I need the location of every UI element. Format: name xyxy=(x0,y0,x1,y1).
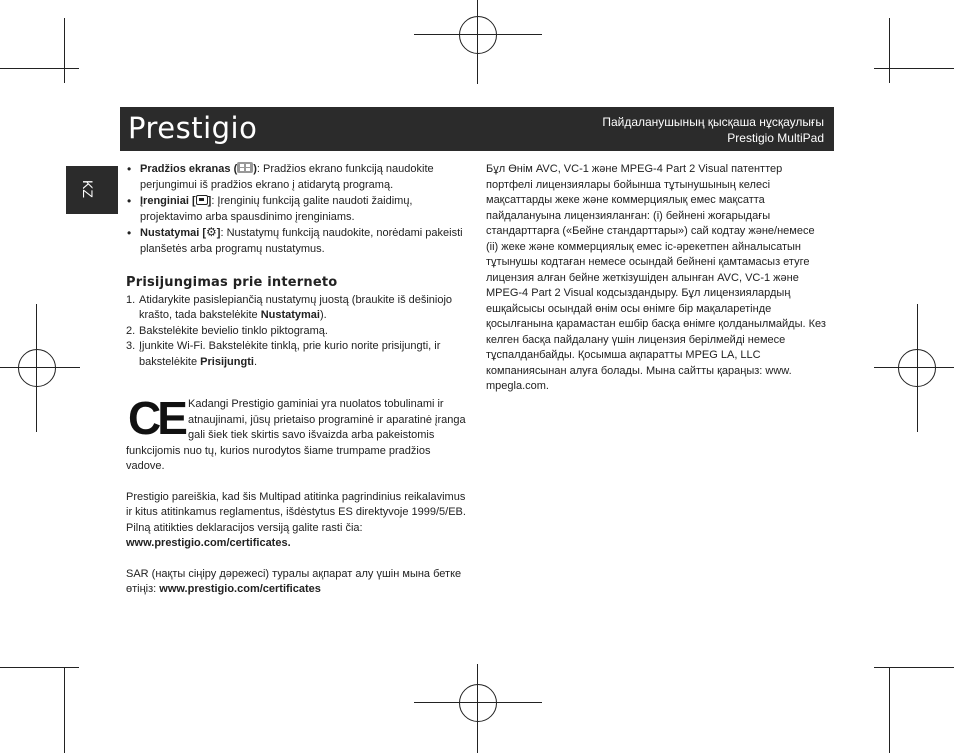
sar-certificates-link[interactable]: www.prestigio.com/certificates xyxy=(159,583,321,595)
certificates-link[interactable]: www.prestigio.com/certificates. xyxy=(126,537,291,549)
registration-line xyxy=(36,304,37,432)
charm-text: : Įrenginių funkciją galite naudoti žaidimų, projektavimo arba spausdinimo įrenginiams. xyxy=(140,195,413,223)
list-item: • Įrenginiai [ ]: Įrenginių funkciją galite naudoti žaidimų, projektavimo arba spausdinimo įrenginiams. xyxy=(126,194,472,225)
step-text-end: ). xyxy=(319,309,327,321)
charm-label: Įrenginiai xyxy=(140,195,189,207)
charm-label: Pradžios ekranas xyxy=(140,163,231,175)
list-item xyxy=(126,339,472,370)
step-number: 2. xyxy=(126,324,136,337)
registration-line xyxy=(874,367,954,368)
crop-mark xyxy=(874,68,954,69)
registration-line xyxy=(477,664,478,753)
registration-line xyxy=(414,34,542,35)
step-number: 3. xyxy=(126,340,136,352)
registration-line xyxy=(414,702,542,703)
header-title-line1: Пайдаланушының қысқаша нұсқаулығы xyxy=(602,115,824,129)
list-item xyxy=(126,293,472,324)
ce-notice xyxy=(126,392,472,475)
registration-circle xyxy=(459,684,497,722)
step-bold: Prisijungti xyxy=(200,355,254,368)
charm-text: : Nustatymų funkciją naudokite, norėdami pakeisti planšetės arba programų nustatymus. xyxy=(140,227,463,255)
charm-text: : Pradžios ekrano funkciją naudokite perjungimui iš pradžios ekrano į atidarytą programą. xyxy=(140,163,434,191)
gear-icon: ⚙ xyxy=(206,225,217,239)
ce-text-continued: funkcijomis nuo tų, kurios nurodytos šiame trumpame pradžios vadove. xyxy=(126,444,431,472)
step-bold: Nustatymai xyxy=(260,309,320,321)
language-tab xyxy=(66,166,118,214)
sar-paragraph xyxy=(126,567,472,598)
sar-text: SAR (нақты сіңіру дәрежесі) туралы ақпарат алу үшін мына бетке өтіңіз: xyxy=(126,567,462,595)
crop-mark xyxy=(889,18,890,83)
crop-mark xyxy=(64,667,65,753)
windows-start-icon xyxy=(237,162,253,173)
declaration-text: Prestigio pareiškia, kad šis Multipad atitinka pagrindinius reikalavimus ir kitus atitinkamus reglamentus, išdėstytus ES direktyvoje 1999/5/EB. Pilną atitikties deklaracijos versiją galite rasti čia: xyxy=(126,490,466,534)
registration-line xyxy=(917,304,918,432)
header-bar xyxy=(120,107,834,151)
header-title xyxy=(602,114,824,146)
prestigio-logo: Prestigio xyxy=(128,111,258,145)
crop-mark xyxy=(64,18,65,83)
crop-mark xyxy=(889,667,890,753)
right-column xyxy=(486,162,826,395)
charm-label: Nustatymai xyxy=(140,227,200,239)
step-text: Įjunkite Wi-Fi. Bakstelėkite tinklą, prie kurio norite prisijungti, ir bakstelėkite xyxy=(139,340,441,368)
list-item: • Pradžios ekranas ( ): Pradžios ekrano funkciją naudokite perjungimui iš pradžios ekrano į atidarytą programą. xyxy=(126,162,472,193)
step-text: Atidarykite pasislepiančią nustatymų juostą (braukite iš dešiniojo krašto, tada bakstelėkite xyxy=(139,293,453,321)
device-icon xyxy=(196,195,208,205)
step-text-end: . xyxy=(253,355,257,368)
list-item: • Nustatymai [⚙]: Nustatymų funkciją naudokite, norėdami pakeisti planšetės arba programų nustatymus. xyxy=(126,226,472,257)
registration-circle xyxy=(18,349,56,387)
registration-circle xyxy=(459,16,497,54)
section-title: Prisijungimas prie interneto xyxy=(126,275,338,290)
registration-line xyxy=(477,0,478,84)
crop-mark xyxy=(874,667,954,668)
ce-mark-logo: CE xyxy=(128,392,184,444)
license-text: Бұл Өнім AVC, VC-1 және MPEG-4 Part 2 Visual патенттер портфелі лицензиялары бойынша тұтынушының келесі мақсаттарды жеке және коммерциялық емес мақсатта пайдалануына лицензияланған: (i) бейнені жоғарыдағы стандарттарға («Бейне стандарттары») сай кодтау және/немесе (ii) жеке және коммерциялық емес іс-әрекетпен айналысатын тұтынушы кодтаған немесе осындай бейнені қамтамасыз етуге лицензия алған бейне жеткізушіден алынған AVC, VC-1 және MPEG-4 Part 2 Visual кодсыздандыру. Бұл лицензиялардың ешқайсысы осындай өнім осы өнімге бір мақаларетінде қосылғанына қарамастан ешбір басқа өнімге қолданылмайды. Кез келген басқа пайдалану үшін лицензия берілмейді немесе тұспалданбайды. Қосымша ақпаратты MPEG LA, LLC компаниясынан алуға болады. Мына сайтты қараңыз: www. mpegla.com. xyxy=(486,163,826,392)
left-column xyxy=(126,162,472,598)
ce-text: Kadangi Prestigio gaminiai yra nuolatos tobulinami ir atnaujinami, jūsų prietaiso programinė ir aparatinė įranga gali šiek tiek skirtis savo išvaizda arba pakeistomis xyxy=(188,398,466,441)
crop-mark xyxy=(0,667,79,668)
charm-list xyxy=(126,162,472,257)
step-text: Bakstelėkite bevielio tinklo piktogramą. xyxy=(139,324,328,337)
header-title-line2: Prestigio MultiPad xyxy=(727,131,824,145)
registration-line xyxy=(0,367,80,368)
steps-list xyxy=(126,293,472,371)
declaration-paragraph xyxy=(126,490,472,552)
language-tab-label: KZ xyxy=(79,180,96,198)
crop-mark xyxy=(0,68,79,69)
step-number: 1. xyxy=(126,293,136,306)
list-item xyxy=(126,324,472,340)
